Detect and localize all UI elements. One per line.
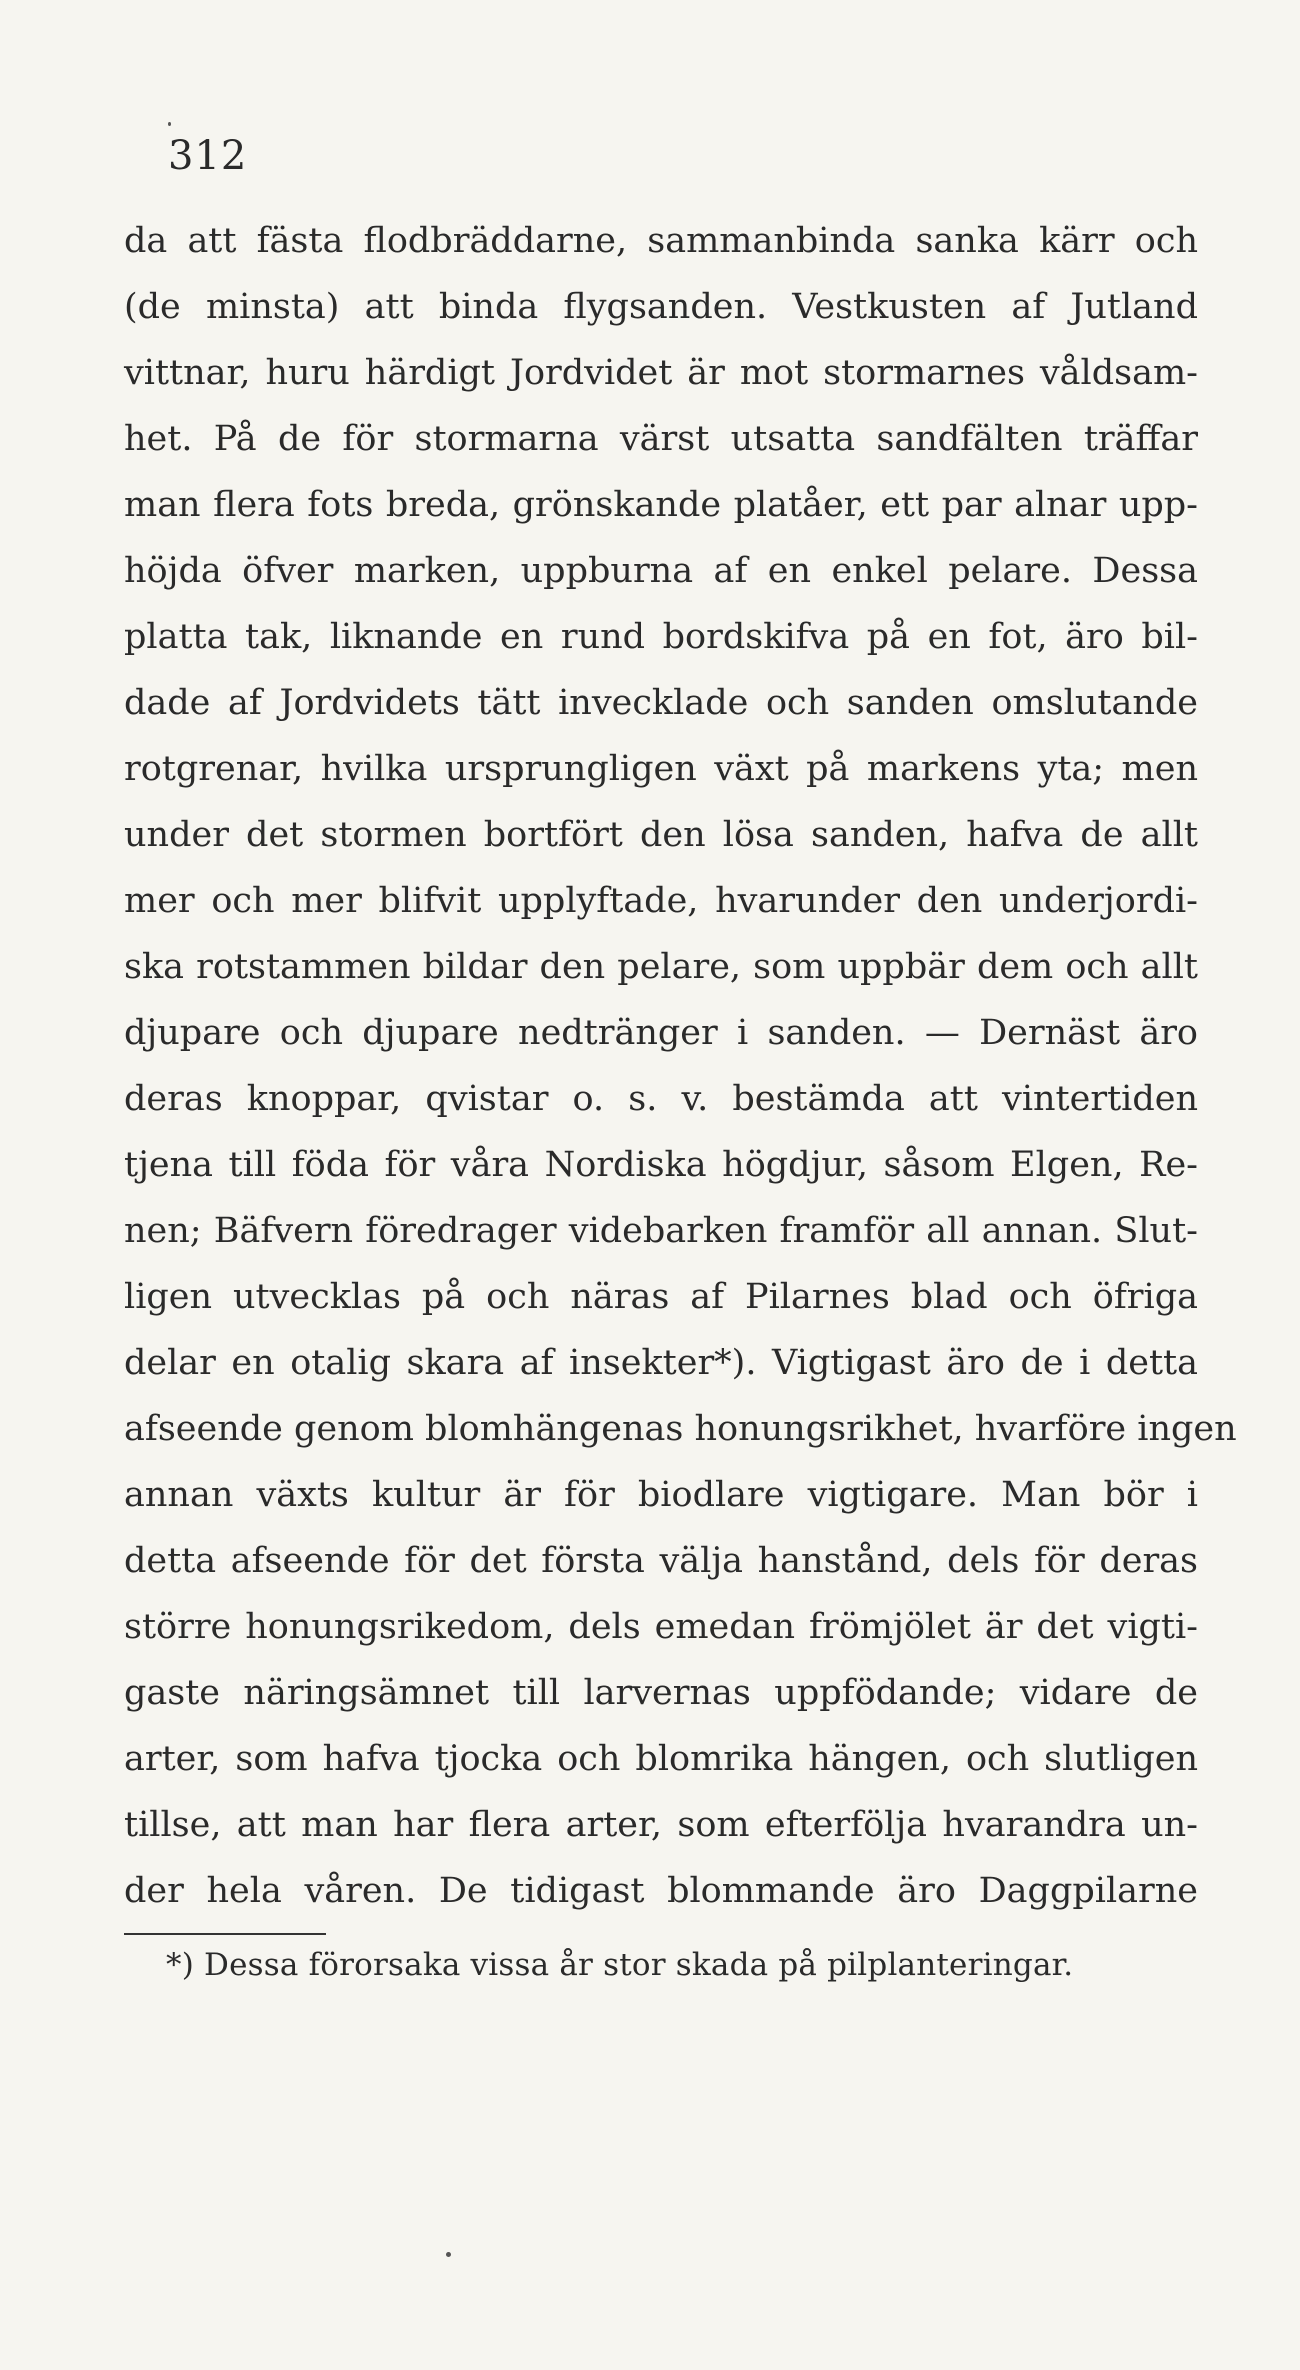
- body-text: [124, 208, 1237, 1924]
- text-line: da att fästa flodbräddarne, sammanbinda sanka kärr och: [124, 221, 1198, 261]
- text-line: höjda öfver marken, uppburna af en enkel pelare. Dessa: [124, 551, 1198, 591]
- paper-speck: [446, 2252, 451, 2257]
- text-line: ligen utvecklas på och näras af Pilarnes blad och öfriga: [124, 1277, 1198, 1317]
- page-number: 312: [168, 133, 248, 179]
- text-line: (de minsta) att binda flygsanden. Vestkusten af Jutland: [124, 287, 1198, 327]
- text-line: tjena till föda för våra Nordiska högdjur, såsom Elgen, Re-: [124, 1145, 1198, 1185]
- text-line: arter, som hafva tjocka och blomrika hängen, och slutligen: [124, 1739, 1198, 1779]
- text-line: het. På de för stormarna värst utsatta sandfälten träffar: [124, 419, 1198, 459]
- text-line: delar en otalig skara af insekter*). Vigtigast äro de i detta: [124, 1343, 1198, 1383]
- text-line: detta afseende för det första välja hanstånd, dels för deras: [124, 1541, 1198, 1581]
- text-line: man flera fots breda, grönskande platåer, ett par alnar upp-: [124, 485, 1198, 525]
- text-line: nen; Bäfvern föredrager videbarken framför all annan. Slut-: [124, 1211, 1198, 1251]
- text-line: under det stormen bortfört den lösa sanden, hafva de allt: [124, 815, 1198, 855]
- text-line: dade af Jordvidets tätt invecklade och sanden omslutande: [124, 683, 1198, 723]
- text-line: annan växts kultur är för biodlare vigtigare. Man bör i: [124, 1475, 1198, 1515]
- text-line: rotgrenar, hvilka ursprungligen växt på markens yta; men: [124, 749, 1198, 789]
- text-line: vittnar, huru härdigt Jordvidet är mot stormarnes våldsam-: [124, 353, 1198, 393]
- text-line: deras knoppar, qvistar o. s. v. bestämda att vintertiden: [124, 1079, 1198, 1119]
- text-line: djupare och djupare nedtränger i sanden. — Dernäst äro: [124, 1013, 1198, 1053]
- text-line: tillse, att man har flera arter, som efterfölja hvarandra un-: [124, 1805, 1198, 1845]
- footnote: *) Dessa förorsaka vissa år stor skada på pilplanteringar.: [166, 1947, 1074, 1983]
- text-line: mer och mer blifvit upplyftade, hvarunder den underjordi-: [124, 881, 1198, 921]
- text-line: större honungsrikedom, dels emedan frömjölet är det vigti-: [124, 1607, 1198, 1647]
- text-line: ska rotstammen bildar den pelare, som uppbär dem och allt: [124, 947, 1198, 987]
- text-line: gaste näringsämnet till larvernas uppfödande; vidare de: [124, 1673, 1198, 1713]
- footnote-divider: [124, 1933, 326, 1935]
- text-line: der hela våren. De tidigast blommande äro Daggpilarne: [124, 1871, 1198, 1911]
- paper-speck: [168, 122, 171, 126]
- text-line: platta tak, liknande en rund bordskifva på en fot, äro bil-: [124, 617, 1198, 657]
- text-line: afseende genom blomhängenas honungsrikhet, hvarföre ingen: [124, 1409, 1237, 1449]
